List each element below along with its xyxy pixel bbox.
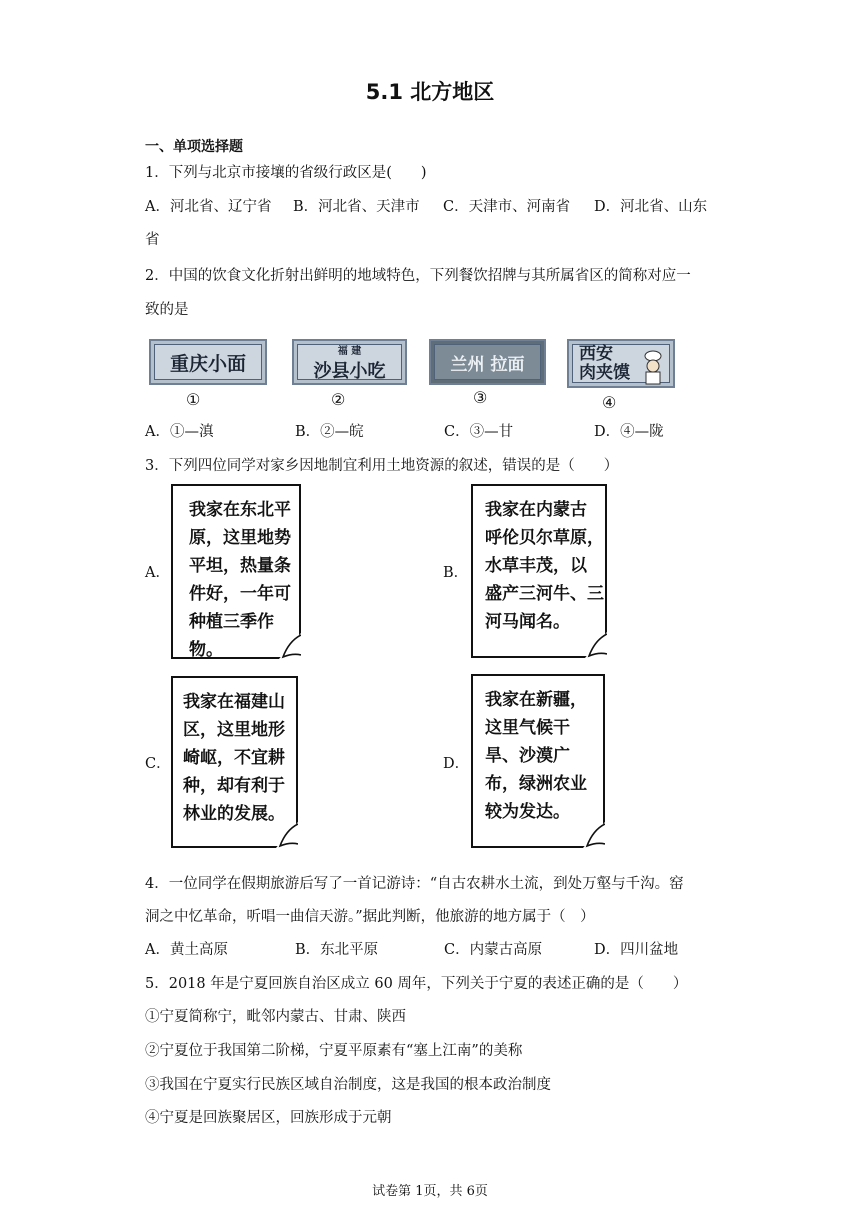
page-footer: 试卷第 1页，共 6页 xyxy=(372,1184,488,1199)
q2-option-a: A．①—滇 xyxy=(145,424,214,440)
chef-icon xyxy=(641,349,665,385)
page-title: 5.1 北方地区 xyxy=(365,80,495,104)
sign-chongqing-noodles xyxy=(149,339,267,385)
page-curl-icon xyxy=(279,633,301,659)
q2-option-c: C．③—甘 xyxy=(444,424,514,440)
q2-option-d: D．④—陇 xyxy=(594,424,664,440)
sign-mark-2: ② xyxy=(331,390,346,409)
sign-shaxian-text: 沙县小吃 xyxy=(313,360,386,382)
q5-item-2: ②宁夏位于我国第二阶梯，宁夏平原素有“塞上江南”的美称 xyxy=(145,1043,523,1059)
sign-mark-4: ④ xyxy=(602,393,617,412)
q3-note-c xyxy=(171,676,298,848)
sign-shaxian-snacks xyxy=(292,339,407,385)
q3-note-c-text: 我家在福建山 区，这里地形 崎岖，不宜耕 种，却有利于 林业的发展。 xyxy=(183,692,285,824)
sign-lanzhou-noodles xyxy=(429,339,546,385)
sign-mark-3: ③ xyxy=(473,388,488,407)
q3-label-a: A． xyxy=(145,565,170,581)
q4-option-b: B．东北平原 xyxy=(295,942,379,958)
q4-stem-line2: 洞之中忆革命，听唱一曲信天游。”据此判断，他旅游的地方属于（ ） xyxy=(145,909,595,925)
sign-mark-1: ① xyxy=(186,390,201,409)
q3-note-b-text: 我家在内蒙古 呼伦贝尔草原， 水草丰茂，以 盛产三河牛、三 河马闻名。 xyxy=(485,500,604,632)
q5-item-3: ③我国在宁夏实行民族区域自治制度，这是我国的根本政治制度 xyxy=(145,1077,551,1093)
q3-label-b: B． xyxy=(443,565,469,581)
q3-stem: 3．下列四位同学对家乡因地制宜利用土地资源的叙述，错误的是（ ） xyxy=(145,458,619,474)
sign-xian-line1: 西安 xyxy=(579,343,613,364)
q1-option-c: C．天津市、河南省 xyxy=(443,199,571,215)
q3-note-b xyxy=(471,484,607,658)
q4-option-c: C．内蒙古高原 xyxy=(444,942,543,958)
q1-option-d-wrap: 省 xyxy=(145,232,160,248)
q1-stem: 1．下列与北京市接壤的省级行政区是( ) xyxy=(145,165,427,181)
q3-note-a-text: 我家在东北平 原，这里地势 平坦，热量条 件好，一年可 种植三季作 物。 xyxy=(189,500,291,660)
q5-item-1: ①宁夏简称宁，毗邻内蒙古、甘肃、陕西 xyxy=(145,1009,406,1025)
sign-shaxian-top: 福 建 xyxy=(337,345,362,357)
q3-label-c: C． xyxy=(145,756,171,772)
q5-stem: 5．2018 年是宁夏回族自治区成立 60 周年，下列关于宁夏的表述正确的是（ ） xyxy=(145,976,688,992)
q1-option-d: D．河北省、山东 xyxy=(594,199,708,215)
q1-option-a: A．河北省、辽宁省 xyxy=(145,199,272,215)
q4-option-d: D．四川盆地 xyxy=(594,942,679,958)
page-curl-icon xyxy=(585,632,607,658)
q3-label-d: D． xyxy=(443,756,470,772)
sign-xian-line2: 肉夹馍 xyxy=(579,362,630,383)
q2-option-b: B．②—皖 xyxy=(295,424,364,440)
sign-lanzhou-text: 兰州 拉面 xyxy=(434,344,541,380)
q3-note-d xyxy=(471,674,605,848)
q3-note-a xyxy=(171,484,301,659)
q4-option-a: A．黄土高原 xyxy=(145,942,228,958)
page-curl-icon xyxy=(583,822,605,848)
q2-stem-line2: 致的是 xyxy=(145,302,189,318)
q5-item-4: ④宁夏是回族聚居区，回族形成于元朝 xyxy=(145,1110,392,1126)
sign-chongqing-text: 重庆小面 xyxy=(154,344,262,380)
q4-stem-line1: 4．一位同学在假期旅游后写了一首记游诗：“自古农耕水土流，到处万壑与千沟。窑 xyxy=(145,876,684,892)
section-heading: 一、单项选择题 xyxy=(145,139,243,155)
page-curl-icon xyxy=(276,822,298,848)
q3-note-d-text: 我家在新疆， 这里气候干 旱、沙漠广 布，绿洲农业 较为发达。 xyxy=(485,690,587,822)
q2-stem-line1: 2．中国的饮食文化折射出鲜明的地域特色，下列餐饮招牌与其所属省区的简称对应一 xyxy=(145,268,691,284)
sign-xian-roujiamo xyxy=(567,339,675,388)
q1-option-b: B．河北省、天津市 xyxy=(293,199,420,215)
